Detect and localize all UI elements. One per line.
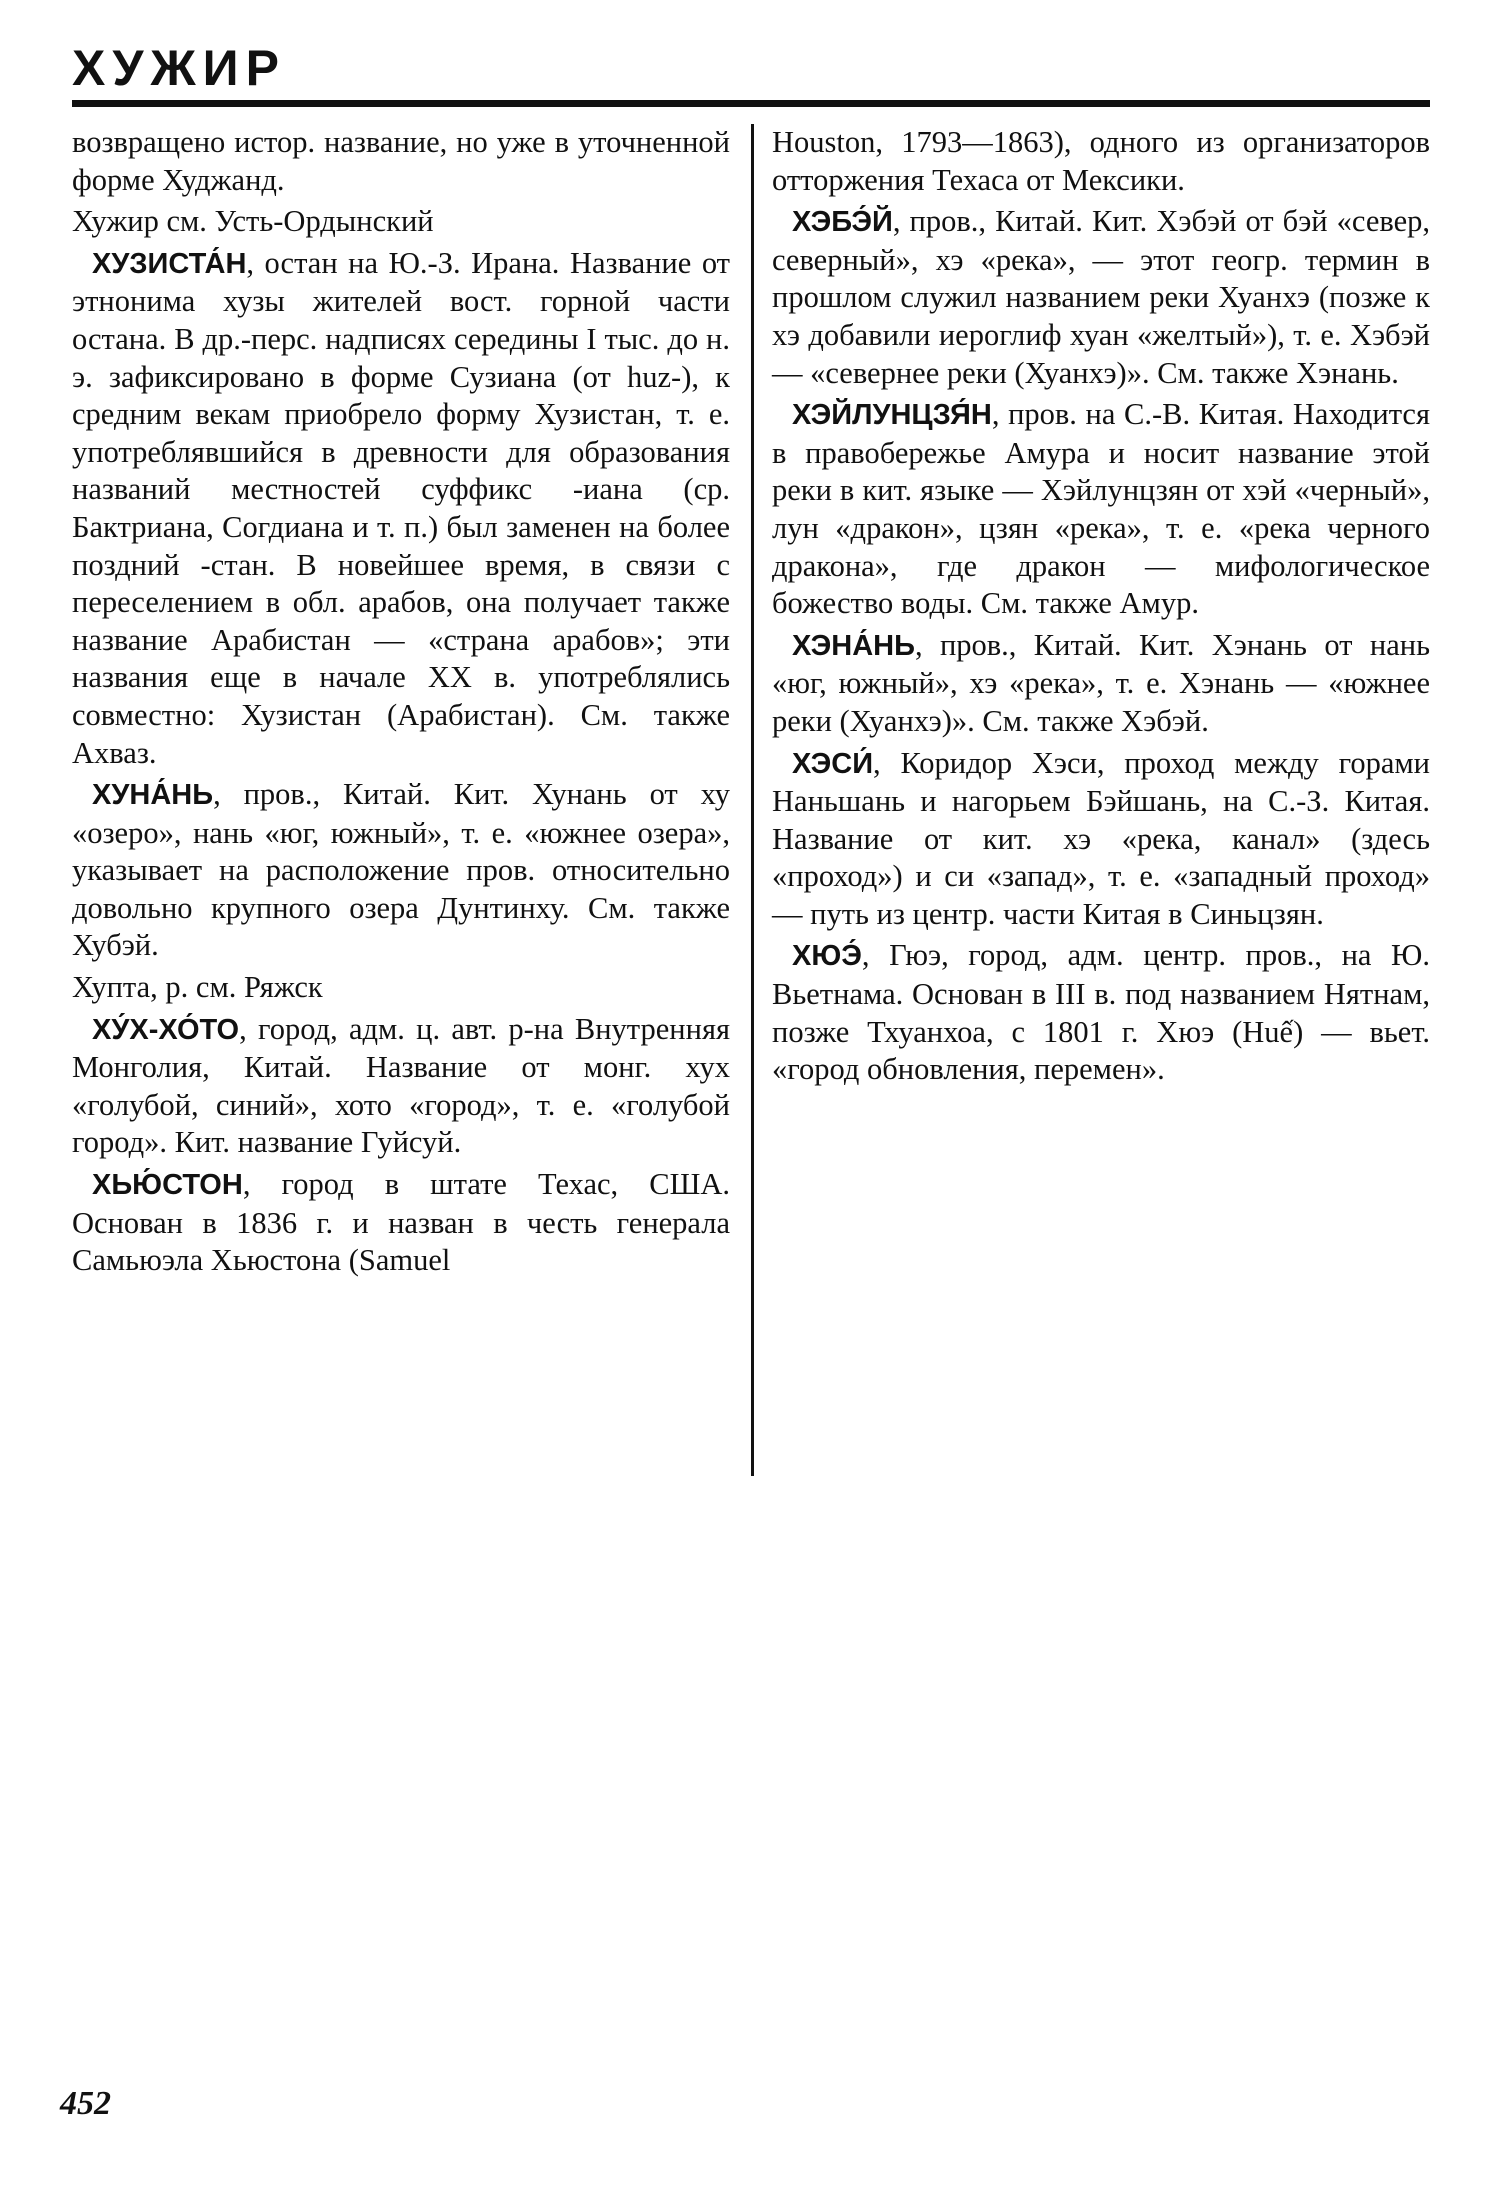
entry-text: , пров. на С.-В. Китая. Находится в правобережье Амура и носит название этой реки в кит. языке — Хэйлунцзян от хэй «черный», лун «дракон», цзян «река», т. е. «река черного дракона», где дракон — мифологическое божество воды. См. также Амур. [772, 397, 1430, 621]
dictionary-entry [772, 937, 1430, 1088]
column-divider [751, 124, 754, 1476]
entry-text: , город в штате Техас, США. Основан в 1836 г. и назван в честь генерала Самьюэла Хьюстона (Samuel [72, 1167, 730, 1278]
left-column [72, 124, 730, 1284]
continuation-text: возвращено истор. название, но уже в уточненной форме Худжанд. [72, 125, 730, 197]
entry-text: , пров., Китай. Кит. Хэнань от нань «юг, южный», хэ «река», т. е. Хэнань — «южнее реки (Хуанхэ)». См. также Хэбэй. [772, 627, 1430, 738]
dictionary-entry [772, 203, 1430, 392]
dictionary-entry [772, 627, 1430, 741]
continuation-text: Houston, 1793—1863), одного из организаторов отторжения Техаса от Мексики. [772, 125, 1430, 197]
headword: ХУ́Х-ХО́ТО [92, 1013, 240, 1046]
dictionary-entry [72, 245, 730, 772]
headword: ХУНА́НЬ [92, 779, 214, 812]
headword: ХЭСИ́ [792, 747, 874, 780]
entry-text: , пров., Китай. Кит. Хэбэй от бэй «север, северный», хэ «река», — этот геогр. термин в прошлом служил названием реки Хуанхэ (позже к хэ добавили иероглиф хуан «желтый»), т. е. Хэбэй — «севернее реки (Хуанхэ)». См. также Хэнань. [772, 204, 1430, 390]
header-rule [72, 100, 1430, 107]
cross-reference: Хужир см. Усть-Ордынский [72, 204, 434, 239]
headword: ХЬЮ́СТОН [92, 1169, 243, 1202]
headword: ХУЗИСТА́Н [92, 247, 247, 280]
entry-text: , пров., Китай. Кит. Хунань от ху «озеро», нань «юг, южный», т. е. «южнее озера», указывает на расположение пров. относительно довольно крупного озера Дунтинху. См. также Хубэй. [72, 777, 730, 963]
dictionary-entry [72, 776, 730, 965]
headword: ХЭЙЛУНЦЗЯ́Н [792, 399, 992, 432]
headword: ХЭНА́НЬ [792, 629, 915, 662]
entry-text: , остан на Ю.-З. Ирана. Название от этнонима хузы жителей вост. горной части остана. В др.-перс. надписях середины I тыс. до н. э. зафиксировано в форме Сузиана (от huz-), к средним векам приобрело форму Хузистан, т. е. употреблявшийся в древности для образования названий местностей суффикс -иана (ср. Бактриана, Согдиана и т. п.) был заменен на более поздний -стан. В новейшее время, в связи с переселением в обл. арабов, она получает также название Арабистан — «страна арабов»; эти названия еще в начале XX в. употреблялись совместно: Хузистан (Арабистан). См. также Ахваз. [72, 245, 730, 770]
cross-reference: Хупта, р. см. Ряжск [72, 970, 323, 1005]
running-head: ХУЖИР [72, 40, 286, 96]
entry-text: , Коридор Хэси, проход между горами Наньшань и нагорьем Бэйшань, на С.-З. Китая. Название от кит. хэ «река, канал» (здесь «проход») и си «запад», т. е. «западный проход» — путь из центр. части Китая в Синьцзян. [772, 745, 1430, 931]
dictionary-entry [72, 1011, 730, 1162]
headword: ХЮЭ́ [792, 940, 862, 973]
right-column [772, 124, 1430, 1093]
entry-text: , город, адм. ц. авт. р-на Внутренняя Монголия, Китай. Название от монг. хух «голубой, синий», хото «город», т. е. «голубой город». Кит. название Гуйсуй. [72, 1011, 730, 1160]
dictionary-entry [72, 1166, 730, 1280]
page-number: 452 [60, 2085, 111, 2122]
dictionary-entry [772, 745, 1430, 934]
dictionary-entry [772, 396, 1430, 623]
entry-text: , Гюэ, город, адм. центр. пров., на Ю. Вьетнама. Основан в III в. под названием Нятнам, позже Тхуанхоа, с 1801 г. Хюэ (Huế) — вьет. «город обновления, перемен». [772, 938, 1430, 1087]
headword: ХЭБЭ́Й [792, 206, 893, 239]
